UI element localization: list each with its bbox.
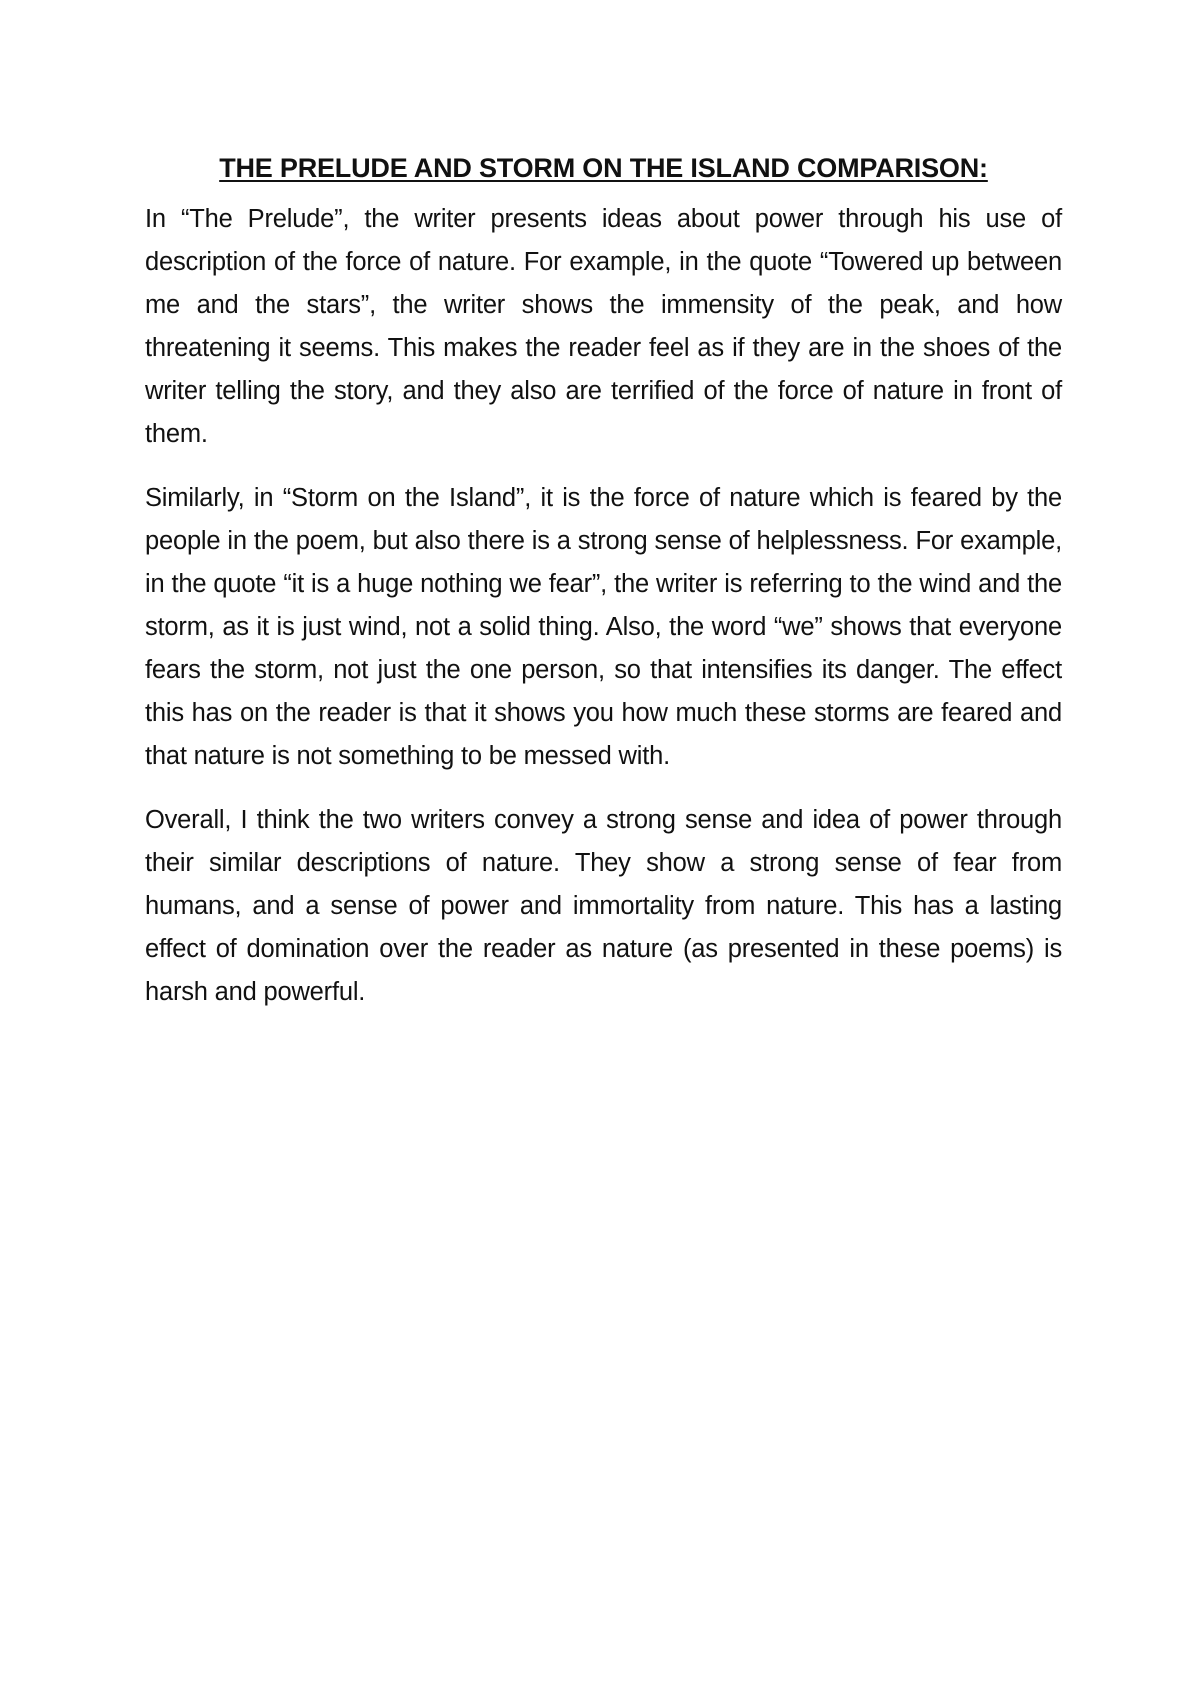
paragraph-storm-on-the-island: Similarly, in “Storm on the Island”, it is the force of nature which is feared by the people in the poem, but also there is a strong sense of helplessness. For example, in the quote “it is a huge nothing we fear”, the writer is referring to the wind and the storm, as it is just wind, not a solid thing. Also, the word “we” shows that everyone fears the storm, not just the one person, so that intensifies its danger. The effect this has on the reader is that it shows you how much these storms are feared and that nature is not something to be messed with. [145,484,1062,770]
paragraph-prelude: In “The Prelude”, the writer presents ideas about power through his use of description of the force of nature. For example, in the quote “Towered up between me and the stars”, the writer shows the immensity of the peak, and how threatening it seems. This makes the reader feel as if they are in the shoes of the writer telling the story, and they also are terrified of the force of nature in front of them. [145,205,1062,448]
document-body [145,148,1062,1035]
paragraph-conclusion: Overall, I think the two writers convey a strong sense and idea of power through their similar descriptions of nature. They show a strong sense of fear from humans, and a sense of power and immortality from nature. This has a lasting effect of domination over the reader as nature (as presented in these poems) is harsh and powerful. [145,806,1062,1006]
document-title: THE PRELUDE AND STORM ON THE ISLAND COMPARISON: [219,153,988,183]
